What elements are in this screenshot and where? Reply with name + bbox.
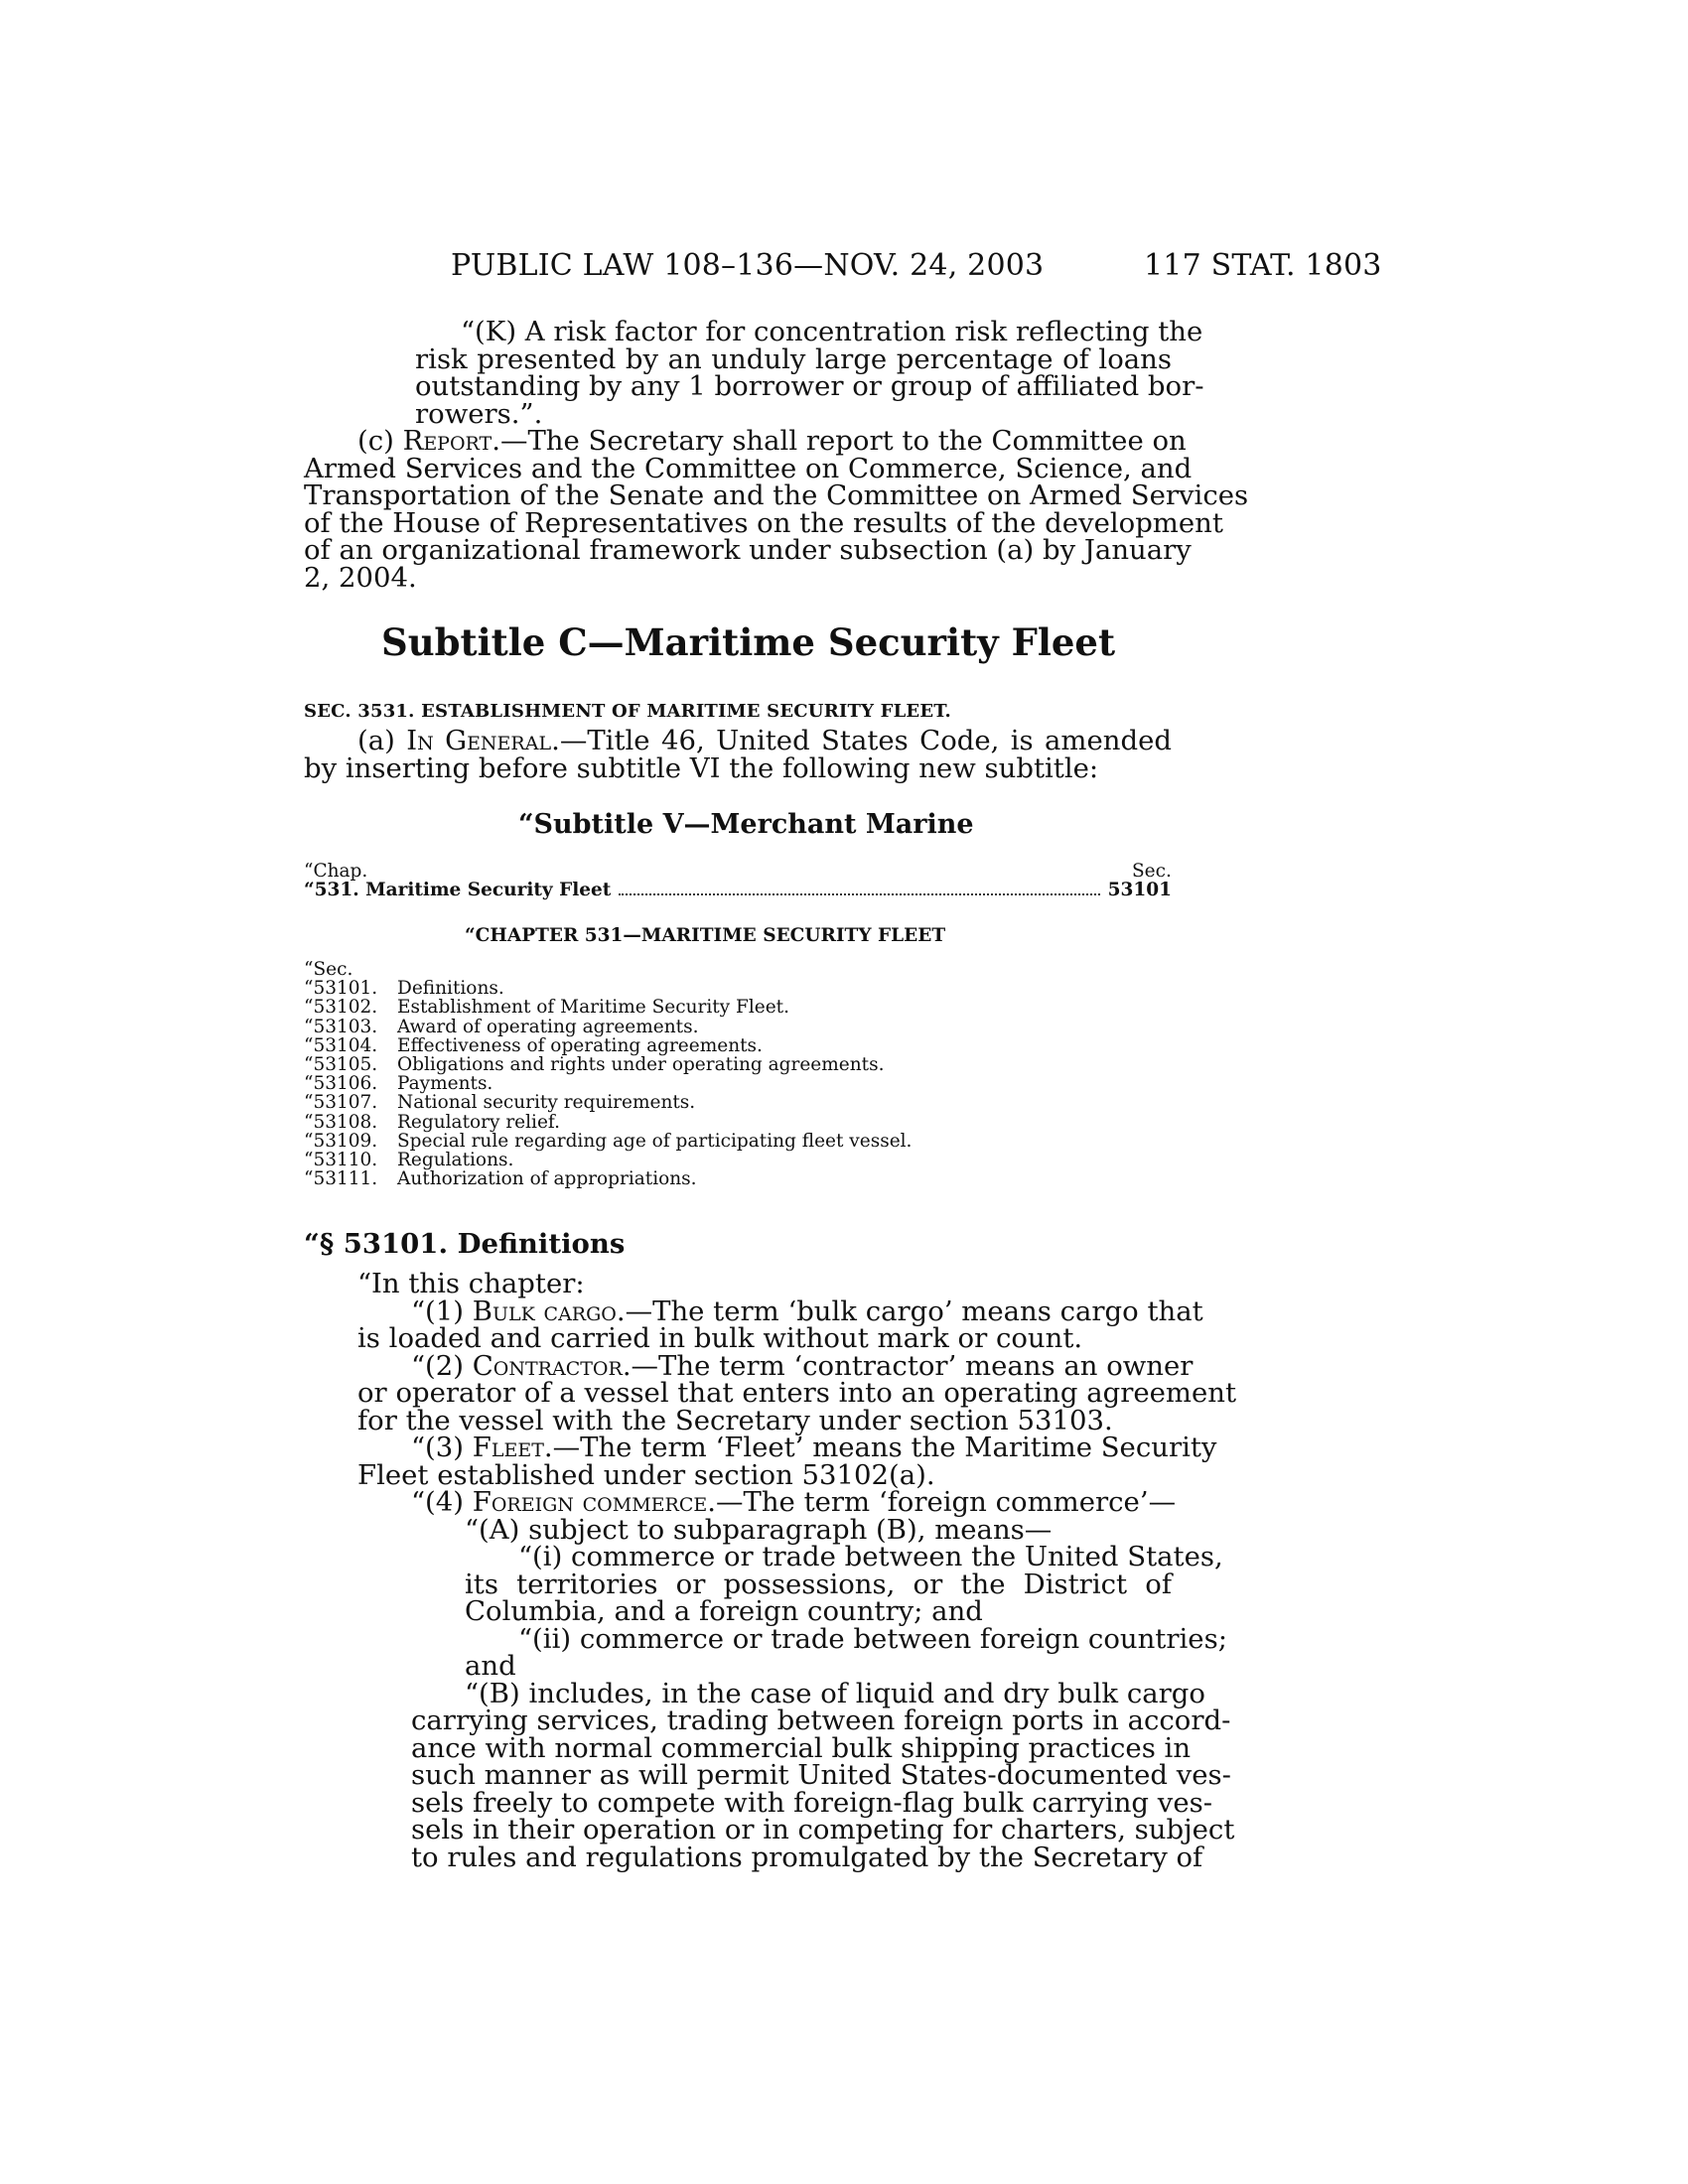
def1-heading: Bulk cargo	[472, 1295, 617, 1327]
definitions-body	[304, 1268, 1237, 1873]
report-heading: Report	[402, 425, 492, 457]
text-line: “(4) Foreign commerce.—The term ‘foreign commerce’—	[411, 1486, 1177, 1518]
chapter-531-heading: “CHAPTER 531—MARITIME SECURITY FLEET	[465, 925, 946, 946]
text-line: ance with normal commercial bulk shipping practices in	[411, 1731, 1192, 1764]
text-line: such manner as will permit United States-documented ves-	[411, 1759, 1231, 1791]
text-line: its territories or possessions, or the District of	[465, 1568, 1172, 1600]
toc-row: “53106. Payments.	[304, 1073, 493, 1095]
text-line: Transportation of the Senate and the Committee on Armed Services	[304, 479, 1249, 511]
toc-row: “53110. Regulations.	[304, 1149, 514, 1170]
text-line: or operator of a vessel that enters into an operating agreement	[357, 1377, 1237, 1409]
text-line: to rules and regulations promulgated by the Secretary of	[411, 1841, 1203, 1873]
page-header-stat: 117 STAT. 1803	[1144, 248, 1382, 283]
in-general-heading: In General	[406, 725, 552, 756]
text-line: rowers.”.	[415, 397, 543, 430]
text-line: outstanding by any 1 borrower or group of affiliated bor-	[415, 370, 1204, 402]
text-line: “(2) Contractor.—The term ‘contractor’ means an owner	[411, 1349, 1194, 1382]
toc-row: “53103. Award of operating agreements.	[304, 1016, 699, 1037]
toc-row: “53101. Definitions.	[304, 978, 504, 1000]
chapter-toc-sec: 53101	[1107, 880, 1172, 900]
in-this-chapter: “In this chapter:	[357, 1268, 585, 1299]
text-line: (a) In General.—Title 46, United States Code, is amended	[357, 725, 1172, 756]
toc-row: “53108. Regulatory relief.	[304, 1111, 560, 1133]
text-line: “(B) includes, in the case of liquid and dry bulk cargo	[465, 1677, 1205, 1709]
text-line: 2, 2004.	[304, 561, 417, 594]
chapter-toc-title: “531. Maritime Security Fleet	[304, 880, 612, 900]
page-header-title: PUBLIC LAW 108–136—NOV. 24, 2003	[451, 248, 1045, 283]
text-line: of the House of Representatives on the results of the development	[304, 506, 1223, 539]
text-line: for the vessel with the Secretary under section 53103.	[357, 1404, 1113, 1436]
text-line: “(1) Bulk cargo.—The term ‘bulk cargo’ means cargo that	[411, 1295, 1203, 1327]
toc-row: “53111. Authorization of appropriations.	[304, 1168, 697, 1190]
def3-heading: Fleet	[472, 1432, 544, 1463]
text-line: “(3) Fleet.—The term ‘Fleet’ means the Maritime Security	[411, 1432, 1217, 1463]
toc-row: “53104. Effectiveness of operating agreements.	[304, 1034, 763, 1056]
chapter-toc-entry	[304, 880, 1172, 900]
subtitle-c-heading: Subtitle C—Maritime Security Fleet	[381, 620, 1116, 664]
text-line: of an organizational framework under subsection (a) by January	[304, 534, 1192, 566]
text-line: Columbia, and a foreign country; and	[465, 1595, 983, 1627]
text-line: sels in their operation or in competing for charters, subject	[411, 1814, 1235, 1845]
toc-row: “53102. Establishment of Maritime Security Fleet.	[304, 997, 789, 1019]
text-line: carrying services, trading between foreign ports in accord-	[411, 1705, 1231, 1736]
toc-row: “53105. Obligations and rights under operating agreements.	[304, 1053, 885, 1075]
toc-sec-label: “Sec.	[304, 959, 353, 980]
text-line: risk presented by an unduly large percentage of loans	[415, 342, 1172, 375]
text-line: “(K) A risk factor for concentration risk reflecting the	[461, 316, 1203, 347]
text-line: sels freely to compete with foreign-flag bulk carrying ves-	[411, 1786, 1212, 1819]
text-line: Fleet established under section 53102(a).	[357, 1458, 935, 1491]
text-line: by inserting before subtitle VI the following new subtitle:	[304, 751, 1099, 784]
report-paragraph	[304, 425, 1249, 594]
toc-row: “53109. Special rule regarding age of participating fleet vessel.	[304, 1130, 913, 1152]
sec-label: Sec.	[1132, 861, 1172, 882]
text-line: Armed Services and the Committee on Commerce, Science, and	[304, 452, 1193, 484]
def2-heading: Contractor	[472, 1349, 623, 1382]
subtitle-v-heading: “Subtitle V—Merchant Marine	[518, 809, 974, 840]
text-line: “(ii) commerce or trade between foreign countries;	[518, 1622, 1227, 1655]
section-toc	[304, 960, 1172, 1188]
def4-heading: Foreign commerce	[472, 1486, 708, 1518]
text-line: “(A) subject to subparagraph (B), means—	[465, 1513, 1053, 1546]
text-line: “(i) commerce or trade between the United States,	[518, 1541, 1223, 1572]
chap-label: “Chap.	[304, 861, 368, 882]
definitions-heading: “§ 53101. Definitions	[304, 1228, 626, 1260]
text-line: is loaded and carried in bulk without mark or count.	[357, 1322, 1083, 1354]
section-3531-heading: SEC. 3531. ESTABLISHMENT OF MARITIME SECURITY FLEET.	[304, 701, 952, 722]
leader-dots	[619, 893, 1099, 895]
text-line: and	[465, 1650, 516, 1682]
in-general-paragraph	[304, 725, 1172, 784]
paragraph-k	[415, 316, 1204, 430]
text-line: (c) Report.—The Secretary shall report to the Committee on	[357, 425, 1187, 457]
toc-row: “53107. National security requirements.	[304, 1092, 696, 1114]
